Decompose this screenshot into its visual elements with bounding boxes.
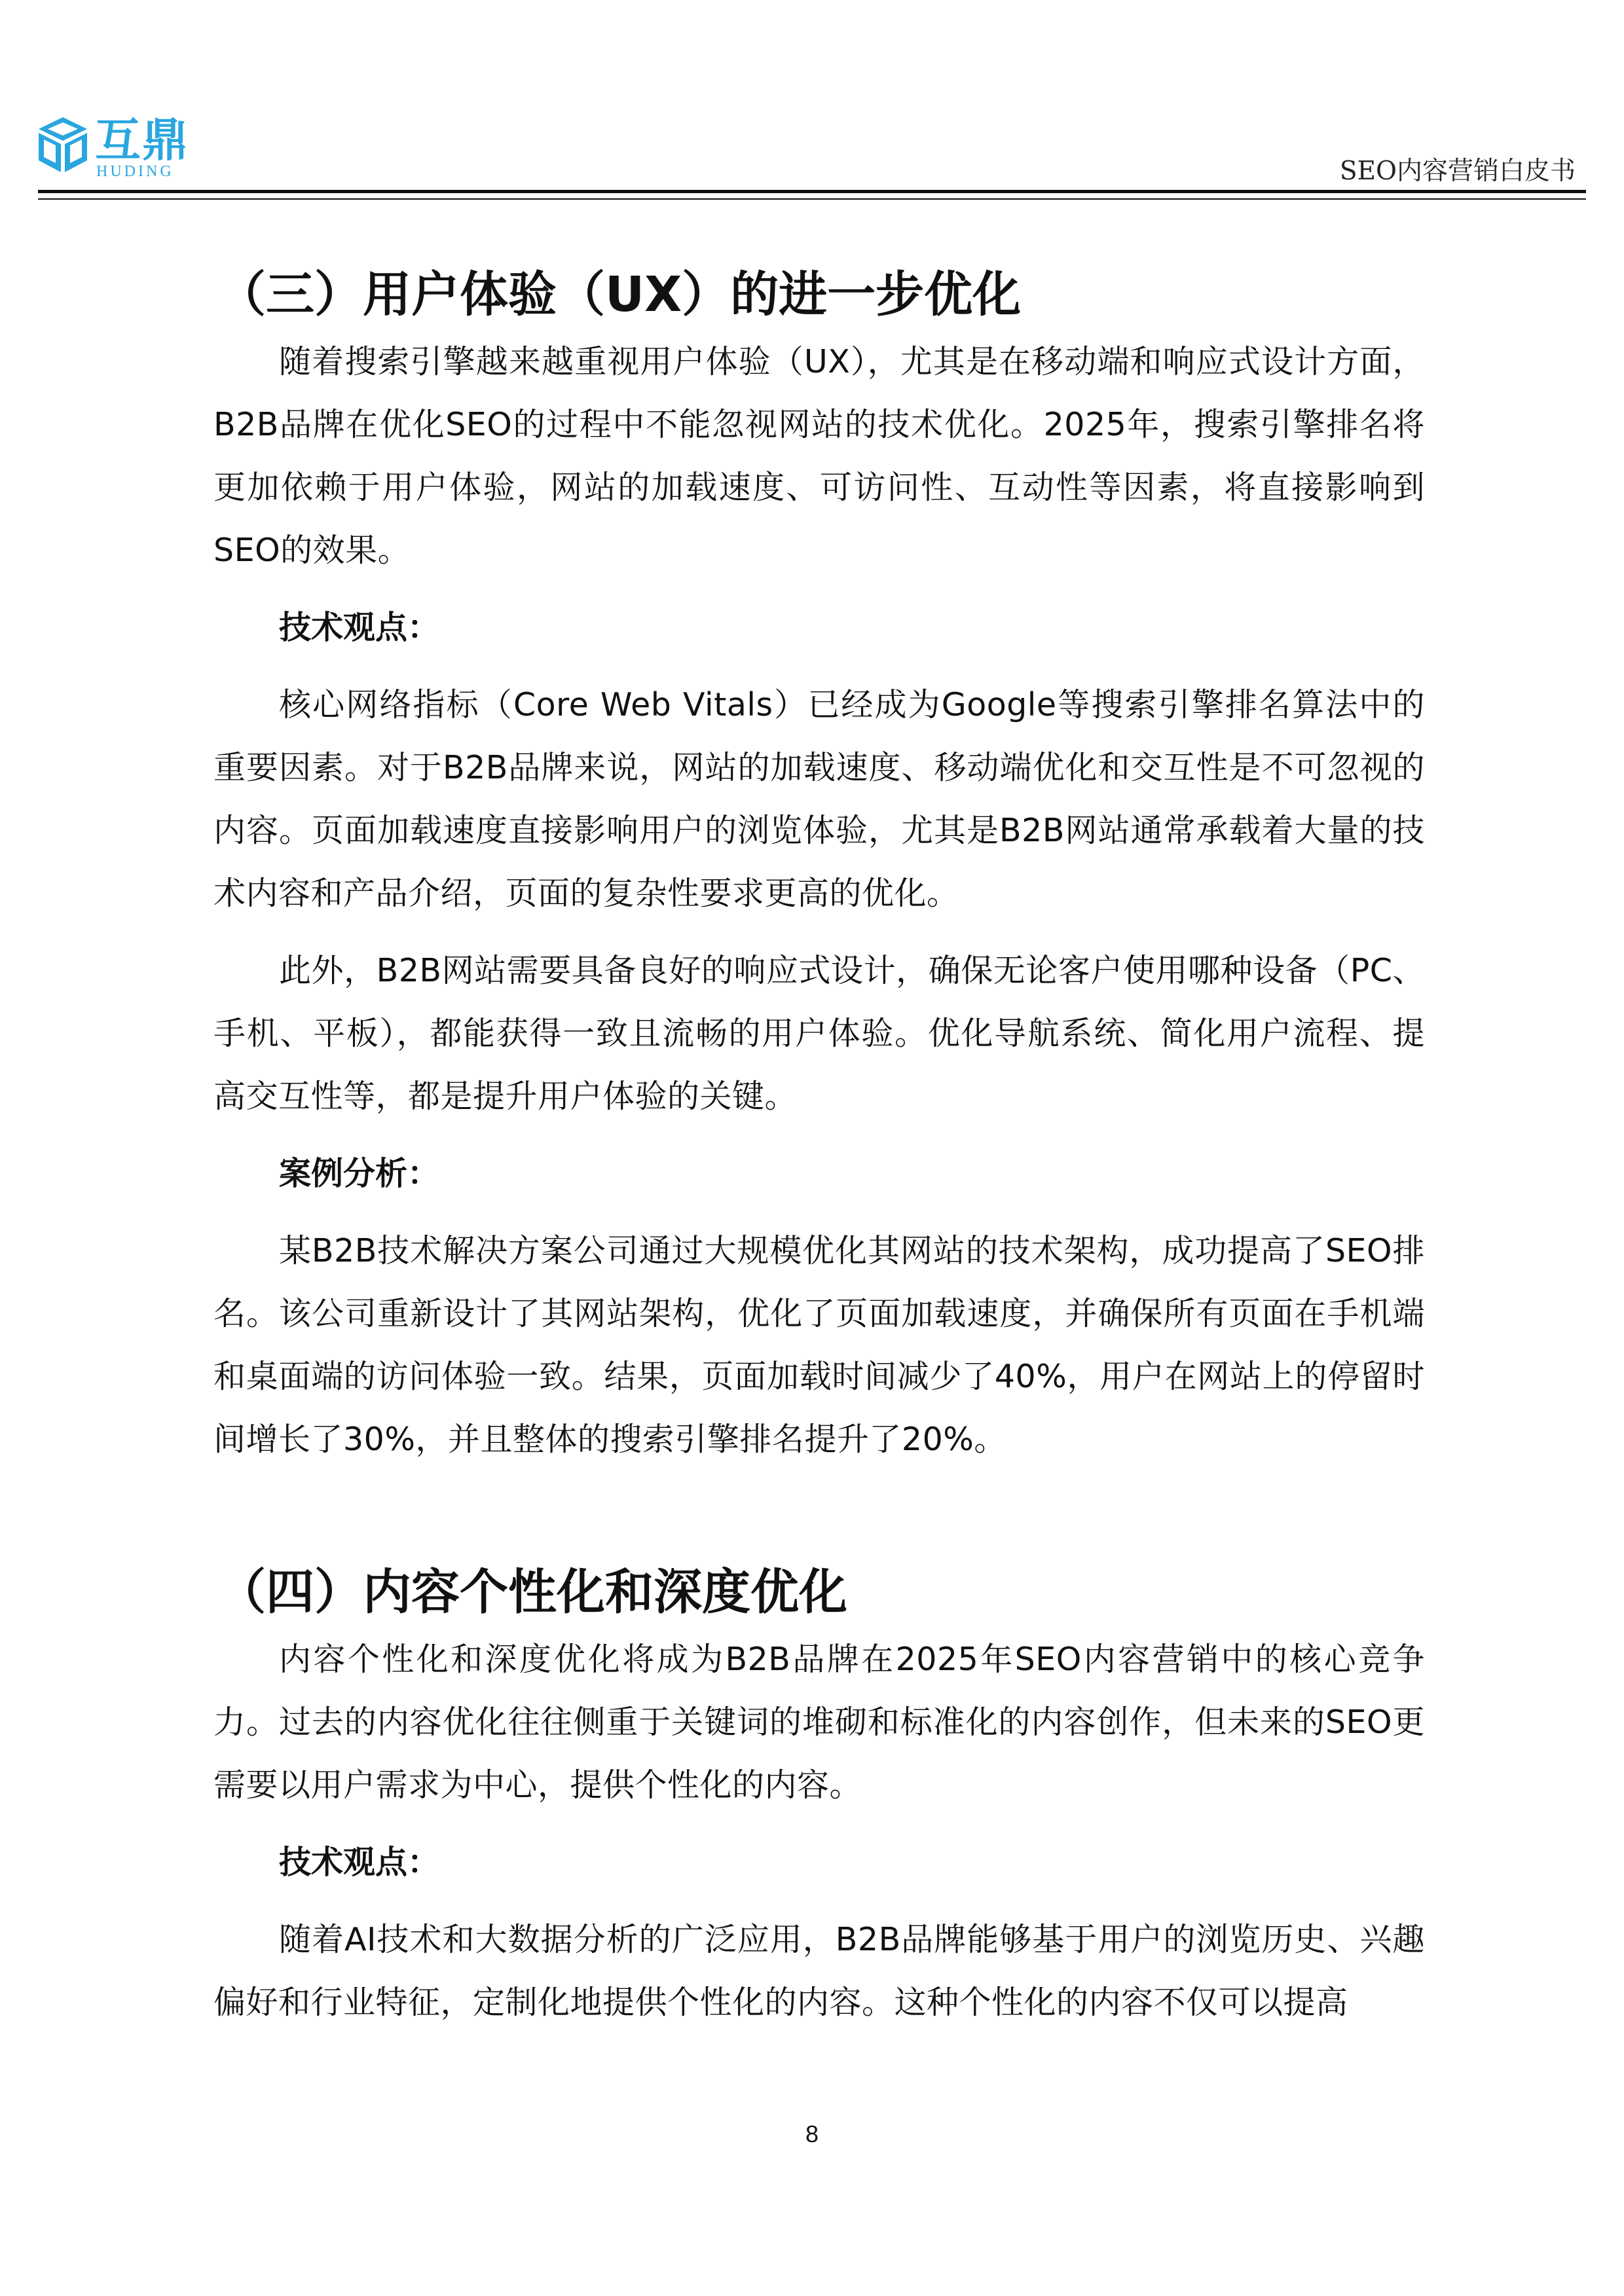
tech-viewpoint-paragraph: 核心网络指标（Core Web Vitals）已经成为Google等搜索引擎排名算法中的重要因素。对于B2B品牌来说，网站的加载速度、移动端优化和交互性是不可忽视的内容。页面加载速度直接影响用户的浏览体验，尤其是B2B网站通常承载着大量的技术内容和产品介绍，页面的复杂性要求更高的优化。	[213, 686, 1425, 912]
header-rule-thin	[38, 198, 1586, 200]
page-number: 8	[805, 2121, 819, 2147]
tech-viewpoint-label: 技术观点：	[279, 1844, 440, 1881]
logo-english-text: HUDING	[96, 163, 174, 180]
cube-logo-icon	[36, 115, 90, 175]
section-ux-optimization	[213, 259, 1425, 1471]
section-intro-paragraph: 内容个性化和深度优化将成为B2B品牌在2025年SEO内容营销中的核心竞争力。过去的内容优化往往侧重于关键词的堆砌和标准化的内容创作，但未来的SEO更需要以用户需求为中心，提供个性化的内容。	[213, 1641, 1425, 1804]
huding-logo	[36, 115, 206, 180]
page-header	[0, 0, 1624, 203]
header-rule-thick	[38, 190, 1586, 193]
document-title: SEO内容营销白皮书	[1339, 156, 1576, 186]
logo-chinese-text: 互鼎	[95, 115, 189, 166]
section-intro-paragraph: 随着搜索引擎越来越重视用户体验（UX），尤其是在移动端和响应式设计方面，B2B品牌在优化SEO的过程中不能忽视网站的技术优化。2025年，搜索引擎排名将更加依赖于用户体验，网站的加载速度、可访问性、互动性等因素，将直接影响到SEO的效果。	[213, 343, 1425, 569]
section-heading: （四）内容个性化和深度优化	[217, 1564, 847, 1620]
case-analysis-label: 案例分析：	[279, 1155, 440, 1192]
section-heading: （三）用户体验（UX）的进一步优化	[217, 266, 1022, 323]
section-personalization	[213, 1556, 1425, 2034]
tech-viewpoint-label: 技术观点：	[279, 609, 440, 646]
tech-viewpoint-paragraph: 此外，B2B网站需要具备良好的响应式设计，确保无论客户使用哪种设备（PC、手机、平板），都能获得一致且流畅的用户体验。优化导航系统、简化用户流程、提高交互性等，都是提升用户体验的关键。	[213, 952, 1425, 1115]
page-content	[213, 259, 1425, 2034]
case-analysis-paragraph: 某B2B技术解决方案公司通过大规模优化其网站的技术架构，成功提高了SEO排名。该公司重新设计了其网站架构，优化了页面加载速度，并确保所有页面在手机端和桌面端的访问体验一致。结果，页面加载时间减少了40%，用户在网站上的停留时间增长了30%，并且整体的搜索引擎排名提升了20%。	[213, 1232, 1425, 1458]
tech-viewpoint-paragraph: 随着AI技术和大数据分析的广泛应用，B2B品牌能够基于用户的浏览历史、兴趣偏好和行业特征，定制化地提供个性化的内容。这种个性化的内容不仅可以提高	[213, 1921, 1425, 2021]
